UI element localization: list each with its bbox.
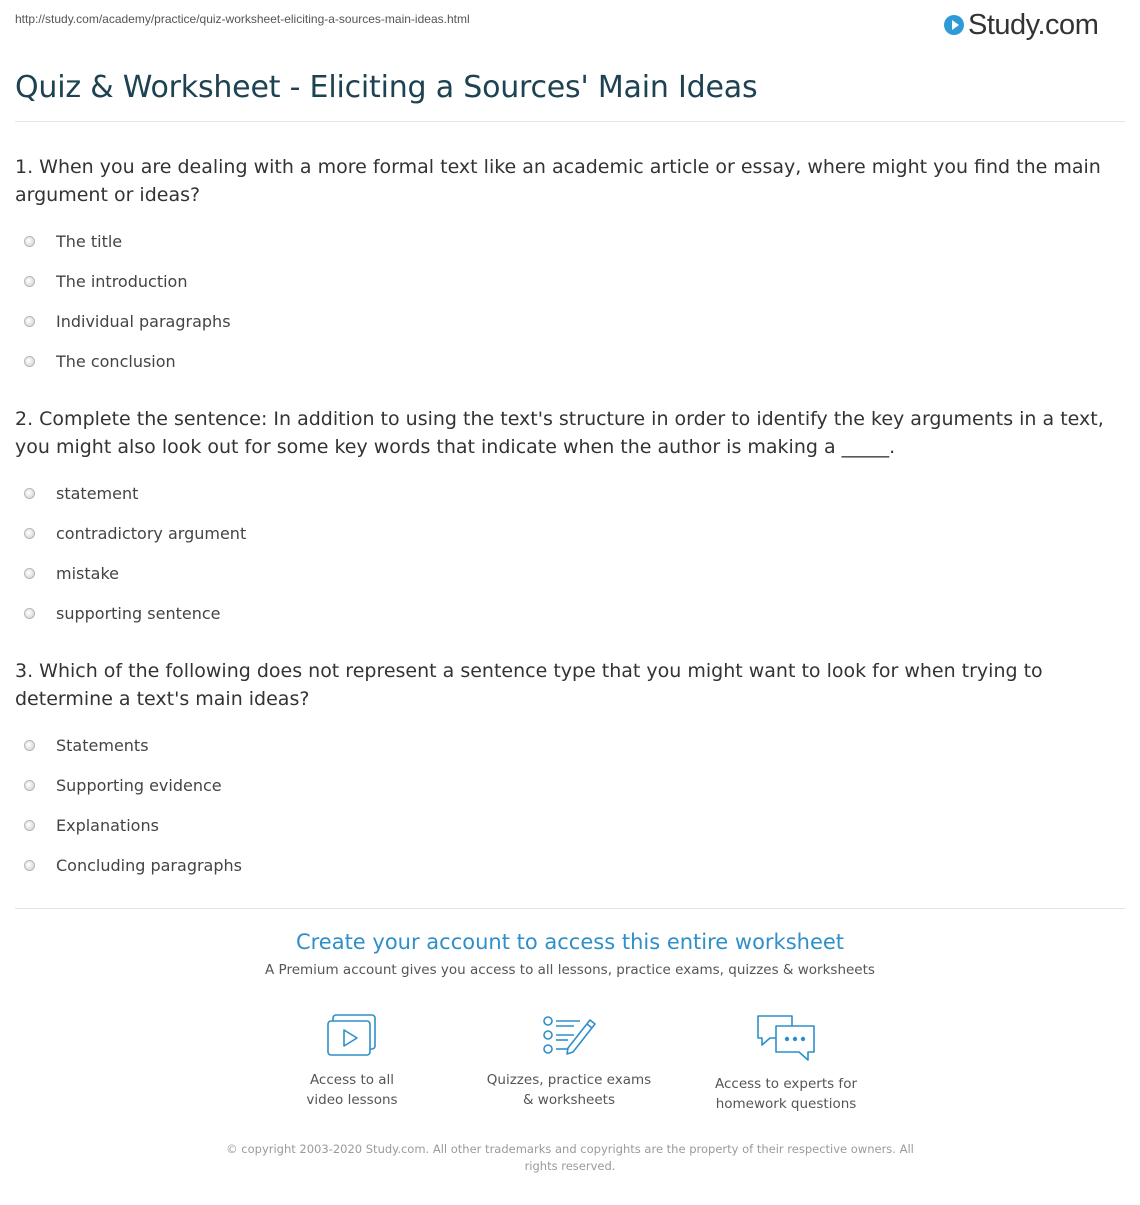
answer-label: Individual paragraphs (56, 311, 231, 331)
answer-label: The title (56, 231, 123, 251)
cta-title[interactable]: Create your account to access this entire worksheet (295, 930, 845, 954)
feature-label (469, 1070, 669, 1110)
question-text: 1. When you are dealing with a more formal text like an academic article or essay, where might you find the main argument or ideas? (15, 156, 1101, 206)
answer-label: Statements (56, 735, 149, 755)
answer-option[interactable] (15, 765, 1130, 805)
feature-label-line: Quizzes, practice exams (486, 1072, 652, 1088)
feature-label (252, 1070, 452, 1110)
page-url: http://study.com/academy/practice/quiz-worksheet-eliciting-a-sources-main-ideas.html (15, 12, 470, 26)
radio-button-icon[interactable] (24, 568, 35, 579)
answer-option[interactable] (15, 513, 1130, 553)
radio-button-icon[interactable] (24, 820, 35, 831)
answer-options (15, 473, 1130, 633)
radio-button-icon[interactable] (24, 356, 35, 367)
play-circle-icon (944, 15, 964, 35)
feature-label-line: homework questions (715, 1096, 857, 1112)
answer-option[interactable] (15, 805, 1130, 845)
feature-label-line: Access to all (309, 1072, 395, 1088)
radio-button-icon[interactable] (24, 236, 35, 247)
feature-label-line: video lessons (306, 1092, 398, 1108)
cta-subtitle: A Premium account gives you access to all lessons, practice exams, quizzes & worksheets (265, 962, 875, 978)
page-title: Quiz & Worksheet - Eliciting a Sources' Main Ideas (15, 70, 758, 105)
answer-options (15, 725, 1130, 885)
answer-label: statement (56, 483, 139, 503)
answer-label: The introduction (56, 271, 188, 291)
question-1 (15, 153, 1130, 381)
answer-label: Concluding paragraphs (56, 855, 242, 875)
answer-option[interactable] (15, 553, 1130, 593)
answer-option[interactable] (15, 261, 1130, 301)
answer-label: mistake (56, 563, 119, 583)
radio-button-icon[interactable] (24, 316, 35, 327)
answer-label: Supporting evidence (56, 775, 222, 795)
feature-label-line: Access to experts for (714, 1076, 857, 1092)
radio-button-icon[interactable] (24, 608, 35, 619)
study-logo[interactable] (944, 8, 1098, 42)
question-text: 2. Complete the sentence: In addition to using the text's structure in order to identify the key arguments in a text, you might also look out for some key words that indicate when the author is making a _____. (15, 408, 1104, 458)
feature-video-lessons (252, 1012, 452, 1110)
radio-button-icon[interactable] (24, 740, 35, 751)
feature-experts (686, 1012, 886, 1114)
answer-options (15, 221, 1130, 381)
answer-option[interactable] (15, 725, 1130, 765)
feature-label-line: & worksheets (522, 1092, 615, 1108)
content-divider (15, 908, 1125, 909)
answer-label: contradictory argument (56, 523, 247, 543)
radio-button-icon[interactable] (24, 488, 35, 499)
answer-label: supporting sentence (56, 603, 221, 623)
copyright-notice: © copyright 2003-2020 Study.com. All other trademarks and copyrights are the property of their respective owners. All rights reserved. (226, 1142, 914, 1173)
header-divider (15, 121, 1125, 122)
chat-bubbles-icon (754, 1012, 818, 1064)
answer-option[interactable] (15, 341, 1130, 381)
feature-label (686, 1074, 886, 1114)
answer-option[interactable] (15, 301, 1130, 341)
answer-option[interactable] (15, 473, 1130, 513)
radio-button-icon[interactable] (24, 528, 35, 539)
logo-text: Study.com (968, 8, 1099, 41)
question-2 (15, 405, 1130, 633)
question-3 (15, 657, 1130, 885)
answer-option[interactable] (15, 221, 1130, 261)
feature-quizzes (469, 1012, 669, 1110)
quiz-checklist-icon (540, 1012, 598, 1060)
answer-label: Explanations (56, 815, 159, 835)
answer-label: The conclusion (56, 351, 176, 371)
video-lesson-icon (324, 1012, 380, 1060)
radio-button-icon[interactable] (24, 276, 35, 287)
answer-option[interactable] (15, 593, 1130, 633)
question-text: 3. Which of the following does not represent a sentence type that you might want to look for when trying to determine a text's main ideas? (15, 660, 1043, 710)
radio-button-icon[interactable] (24, 780, 35, 791)
answer-option[interactable] (15, 845, 1130, 885)
radio-button-icon[interactable] (24, 860, 35, 871)
